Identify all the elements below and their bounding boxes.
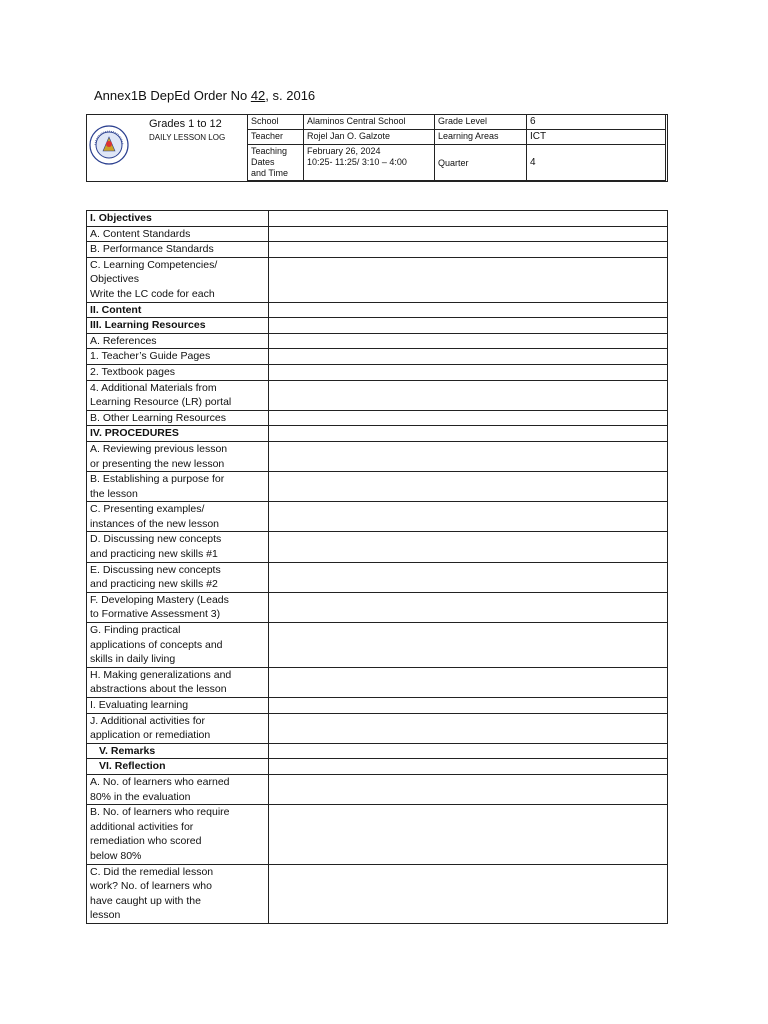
table-row (87, 743, 668, 759)
row-entry-cell[interactable] (269, 532, 668, 562)
grade-level-value: 6 (527, 115, 666, 130)
table-row (87, 364, 668, 380)
row-label-line: and practicing new skills #2 (90, 578, 218, 591)
row-label-line: III. Learning Resources (90, 319, 206, 332)
lesson-log-table (86, 210, 668, 924)
row-entry-cell[interactable] (269, 472, 668, 502)
row-entry-cell[interactable] (269, 410, 668, 426)
row-label-line: A. No. of learners who earned (90, 775, 230, 788)
row-label (87, 364, 269, 380)
row-label-line: IV. PROCEDURES (90, 427, 179, 440)
row-label (87, 333, 269, 349)
row-entry-cell[interactable] (269, 759, 668, 775)
row-label (87, 532, 269, 562)
table-row (87, 426, 668, 442)
row-entry-cell[interactable] (269, 698, 668, 714)
row-label (87, 302, 269, 318)
table-row (87, 349, 668, 365)
table-row (87, 211, 668, 227)
row-label-line: Write the LC code for each (90, 287, 215, 300)
row-label (87, 805, 269, 864)
table-row (87, 698, 668, 714)
teacher-label: Teacher (248, 130, 304, 145)
learning-areas-value: ICT (527, 130, 666, 145)
row-entry-cell[interactable] (269, 349, 668, 365)
row-entry-cell[interactable] (269, 774, 668, 804)
row-label-line: A. Content Standards (90, 227, 191, 240)
row-entry-cell[interactable] (269, 302, 668, 318)
teaching-date: February 26, 2024 (307, 146, 381, 156)
row-entry-cell[interactable] (269, 713, 668, 743)
row-label-line: below 80% (90, 849, 142, 862)
row-entry-cell[interactable] (269, 426, 668, 442)
row-label-line: G. Finding practical (90, 624, 181, 637)
table-row (87, 318, 668, 334)
table-row (87, 713, 668, 743)
row-label-line: 4. Additional Materials from (90, 381, 217, 394)
row-label-line: 2. Textbook pages (90, 365, 176, 378)
teaching-dates-value (304, 145, 435, 181)
form-title: Grades 1 to 12 (149, 118, 222, 130)
row-entry-cell[interactable] (269, 743, 668, 759)
row-label-line: H. Making generalizations and (90, 668, 232, 681)
teaching-dates-label-line: and Time (251, 168, 289, 178)
row-label (87, 502, 269, 532)
row-label (87, 864, 269, 923)
row-label-line: remediation who scored (90, 835, 202, 848)
teaching-time: 10:25- 11:25/ 3:10 – 4:00 (307, 157, 407, 167)
row-entry-cell[interactable] (269, 380, 668, 410)
row-label-line: D. Discussing new concepts (90, 533, 222, 546)
table-row (87, 472, 668, 502)
row-label (87, 774, 269, 804)
row-label-line: B. Establishing a purpose for (90, 473, 225, 486)
row-label-line: C. Presenting examples/ (90, 503, 205, 516)
row-label (87, 743, 269, 759)
quarter-value: 4 (527, 145, 666, 181)
form-subtitle: DAILY LESSON LOG (149, 133, 226, 142)
row-label (87, 623, 269, 668)
row-label-line: have caught up with the (90, 894, 201, 907)
row-label (87, 713, 269, 743)
row-label (87, 242, 269, 258)
table-row (87, 774, 668, 804)
table-row (87, 805, 668, 864)
row-label-line: A. Reviewing previous lesson (90, 442, 228, 455)
row-label-line: II. Content (90, 303, 142, 316)
row-label-line: applications of concepts and (90, 638, 223, 651)
row-label (87, 759, 269, 775)
row-label-line: B. Performance Standards (90, 243, 214, 256)
table-row (87, 226, 668, 242)
row-label (87, 472, 269, 502)
row-label-line: B. Other Learning Resources (90, 411, 226, 424)
deped-seal-logo (89, 125, 129, 165)
row-label-line: I. Evaluating learning (90, 699, 189, 711)
quarter-label: Quarter (435, 145, 527, 181)
row-label (87, 410, 269, 426)
order-number: 42 (250, 88, 266, 103)
row-entry-cell[interactable] (269, 441, 668, 471)
table-row (87, 623, 668, 668)
row-entry-cell[interactable] (269, 667, 668, 697)
row-label-line: Learning Resource (LR) portal (90, 396, 232, 409)
teaching-dates-label-line: Dates (251, 157, 275, 167)
row-label-line: E. Discussing new concepts (90, 563, 221, 576)
row-label-line: abstractions about the lesson (90, 683, 227, 696)
school-value: Alaminos Central School (304, 115, 435, 130)
row-label (87, 257, 269, 302)
table-row (87, 380, 668, 410)
row-label-line: Objectives (90, 273, 140, 286)
row-label (87, 667, 269, 697)
table-row (87, 864, 668, 923)
table-row (87, 667, 668, 697)
row-label-line: instances of the new lesson (90, 517, 219, 530)
row-label (87, 380, 269, 410)
row-label-line: C. Learning Competencies/ (90, 258, 218, 271)
header-info-table (247, 114, 666, 181)
header-box (86, 114, 668, 182)
row-label (87, 441, 269, 471)
row-entry-cell[interactable] (269, 211, 668, 227)
row-label-line: B. No. of learners who require (90, 806, 230, 819)
row-entry-cell[interactable] (269, 242, 668, 258)
row-entry-cell[interactable] (269, 805, 668, 864)
row-label-line: application or remediation (90, 729, 211, 742)
row-label (87, 211, 269, 227)
teacher-value: Rojel Jan O. Galzote (304, 130, 435, 145)
row-label (87, 318, 269, 334)
row-entry-cell[interactable] (269, 257, 668, 302)
row-label-line: J. Additional activities for (90, 714, 205, 727)
table-row (87, 502, 668, 532)
row-label-line: 80% in the evaluation (90, 790, 191, 803)
row-label-line: additional activities for (90, 820, 194, 833)
row-entry-cell[interactable] (269, 226, 668, 242)
school-label: School (248, 115, 304, 130)
teaching-dates-label-line: Teaching (251, 146, 288, 156)
row-label-line: the lesson (90, 487, 138, 500)
grade-level-label: Grade Level (435, 115, 527, 130)
teaching-dates-label (248, 145, 304, 181)
row-label (87, 592, 269, 622)
row-label-line: 1. Teacher’s Guide Pages (90, 350, 211, 363)
row-label-line: V. Remarks (99, 744, 156, 757)
table-row (87, 532, 668, 562)
table-row (87, 242, 668, 258)
annex-suffix: , s. 2016 (265, 88, 316, 103)
row-label-line: I. Objectives (90, 212, 152, 224)
row-label-line: VI. Reflection (99, 760, 166, 773)
row-entry-cell[interactable] (269, 318, 668, 334)
row-entry-cell[interactable] (269, 364, 668, 380)
row-entry-cell[interactable] (269, 562, 668, 592)
row-entry-cell[interactable] (269, 502, 668, 532)
table-row (87, 759, 668, 775)
row-label-line: work? No. of learners who (90, 880, 212, 893)
row-label-line: C. Did the remedial lesson (90, 865, 214, 878)
annex-prefix: Annex1B DepEd Order No (94, 88, 251, 103)
row-entry-cell[interactable] (269, 864, 668, 923)
table-row (87, 257, 668, 302)
row-label (87, 226, 269, 242)
row-entry-cell[interactable] (269, 333, 668, 349)
table-row (87, 592, 668, 622)
row-label-line: to Formative Assessment 3) (90, 608, 221, 621)
table-row (87, 441, 668, 471)
table-row (87, 410, 668, 426)
row-label (87, 698, 269, 714)
document-title (94, 88, 315, 103)
row-entry-cell[interactable] (269, 592, 668, 622)
table-row (87, 333, 668, 349)
learning-areas-label: Learning Areas (435, 130, 527, 145)
table-row (87, 302, 668, 318)
row-label-line: and practicing new skills #1 (90, 548, 218, 561)
row-entry-cell[interactable] (269, 623, 668, 668)
row-label-line: or presenting the new lesson (90, 457, 225, 470)
row-label (87, 562, 269, 592)
row-label-line: F. Developing Mastery (Leads (90, 593, 229, 606)
row-label-line: lesson (90, 909, 121, 922)
row-label-line: A. References (90, 334, 157, 347)
row-label-line: skills in daily living (90, 653, 176, 666)
row-label (87, 426, 269, 442)
row-label (87, 349, 269, 365)
table-row (87, 562, 668, 592)
